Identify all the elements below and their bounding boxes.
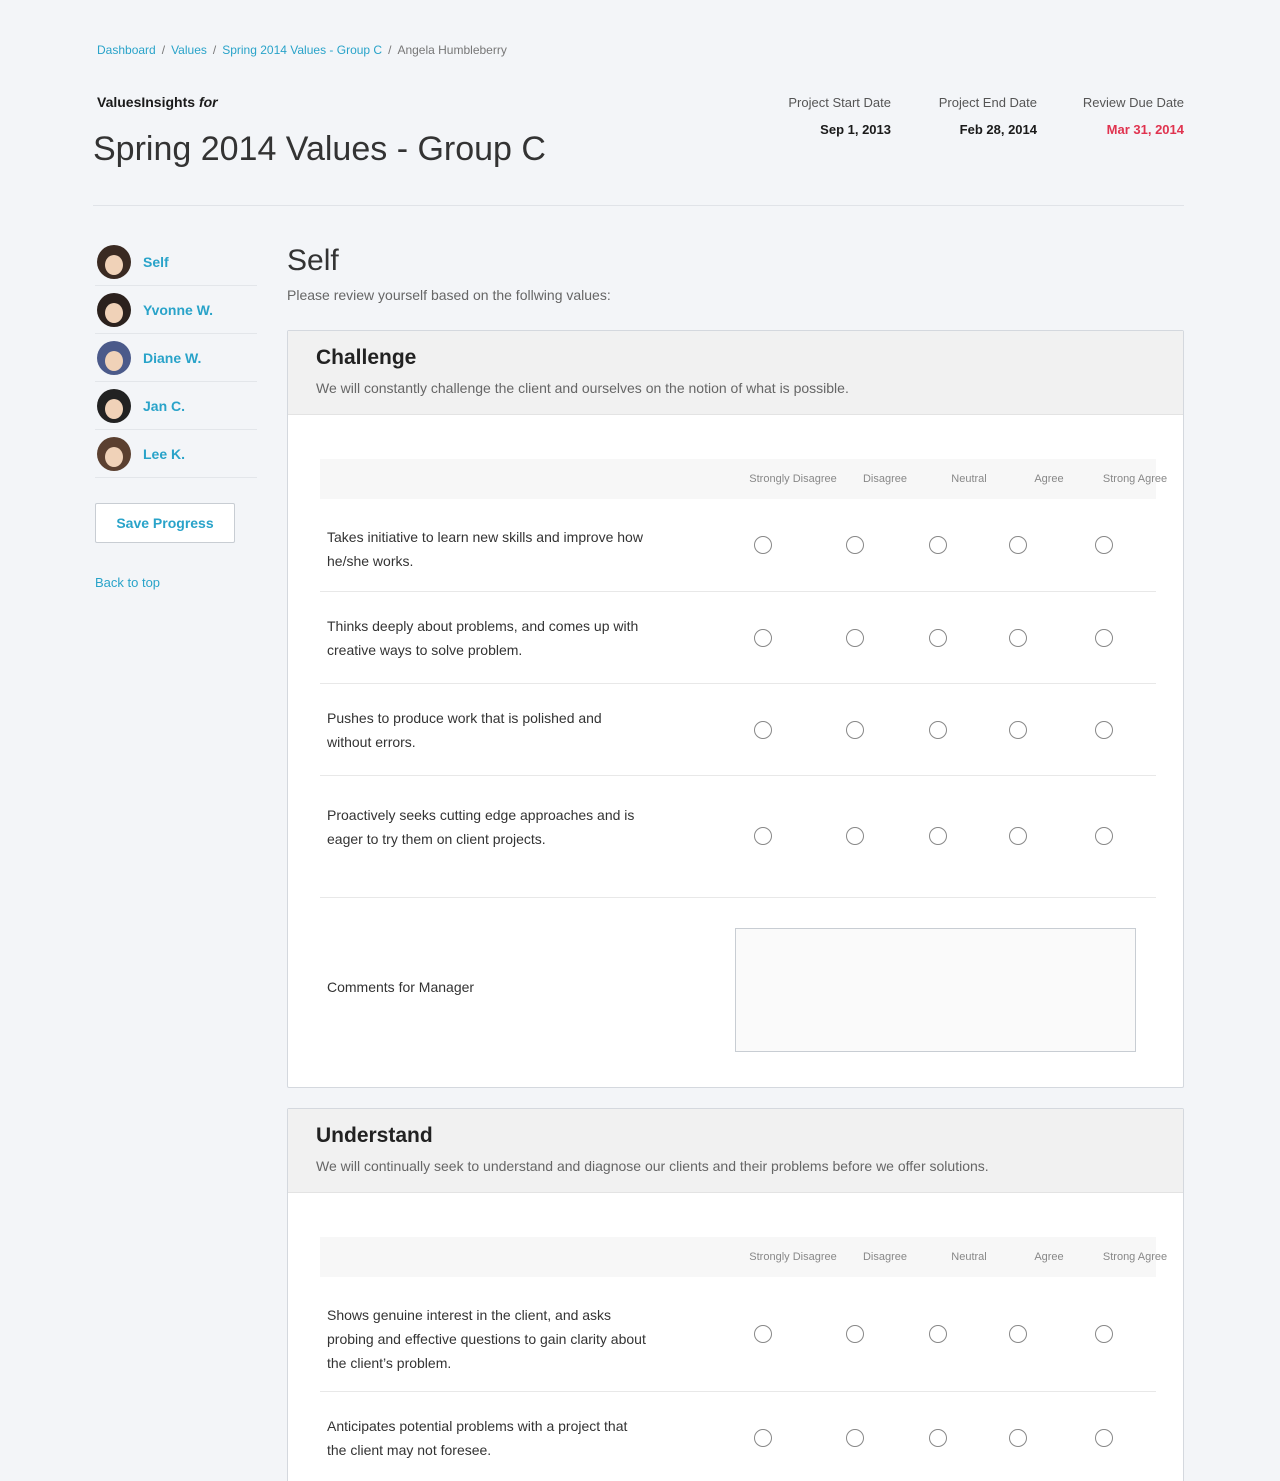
radio-agree[interactable]: [1009, 536, 1027, 554]
breadcrumb-dashboard[interactable]: Dashboard: [97, 43, 156, 57]
value-description: We will constantly challenge the client and ourselves on the notion of what is possible.: [316, 380, 849, 396]
radio-neutral[interactable]: [929, 721, 947, 739]
scale-label: Neutral: [951, 473, 987, 485]
sidebar-item-self[interactable]: [95, 238, 257, 286]
scale-label: Neutral: [951, 1251, 987, 1263]
question-text: Pushes to produce work that is polished and without errors.: [327, 710, 602, 750]
question-row: [320, 1392, 1156, 1481]
person-name: Jan C.: [143, 397, 186, 414]
question-text: Proactively seeks cutting edge approaches and is eager to try them on client projects.: [327, 807, 635, 847]
due-date-label: Review Due Date: [1082, 95, 1184, 110]
scale-label: Agree: [1034, 1251, 1064, 1263]
breadcrumb-separator: /: [161, 43, 166, 57]
end-date-label: Project End Date: [938, 95, 1037, 110]
radio-disagree[interactable]: [846, 1429, 864, 1447]
value-title: Challenge: [316, 346, 417, 369]
radio-strongly-disagree[interactable]: [754, 629, 772, 647]
breadcrumb-separator: /: [212, 43, 217, 57]
person-name: Lee K.: [143, 445, 186, 462]
breadcrumb-separator: /: [388, 43, 392, 57]
radio-disagree[interactable]: [846, 1325, 864, 1343]
scale-label: Strongly Disagree: [749, 1251, 837, 1263]
avatar: [97, 293, 131, 327]
scale-label: Strongly Disagree: [749, 473, 837, 485]
question-row: [320, 1277, 1156, 1392]
radio-strong-agree[interactable]: [1095, 1325, 1113, 1343]
question-row: [320, 776, 1156, 898]
radio-strong-agree[interactable]: [1095, 536, 1113, 554]
scale-label: Agree: [1034, 473, 1064, 485]
radio-disagree[interactable]: [846, 629, 864, 647]
brand-name: ValuesInsights: [97, 94, 196, 110]
comments-for-manager-input[interactable]: [735, 928, 1136, 1052]
project-end-date: [939, 95, 1037, 137]
scale-label: Disagree: [862, 1251, 908, 1263]
breadcrumb-group[interactable]: Spring 2014 Values - Group C: [222, 43, 383, 57]
avatar: [97, 245, 131, 279]
radio-strong-agree[interactable]: [1095, 629, 1113, 647]
person-name: Self: [143, 253, 169, 270]
question-text: Shows genuine interest in the client, and asks probing and effective questions to gain clarity about the client’s problem.: [327, 1307, 646, 1371]
review-due-date: [1083, 95, 1184, 137]
value-card-understand: [287, 1108, 1184, 1481]
start-date-value: Sep 1, 2013: [820, 122, 891, 137]
comments-label: Comments for Manager: [327, 979, 475, 995]
radio-strongly-disagree[interactable]: [754, 827, 772, 845]
question-text: Anticipates potential problems with a project that the client may not foresee.: [327, 1418, 628, 1458]
person-name: Diane W.: [143, 349, 202, 366]
end-date-value: Feb 28, 2014: [959, 122, 1037, 137]
section-subtitle: Please review yourself based on the follwing values:: [287, 287, 611, 303]
question-row: [320, 684, 1156, 776]
radio-strong-agree[interactable]: [1095, 1429, 1113, 1447]
save-progress-button[interactable]: Save Progress: [95, 503, 235, 543]
question-row: [320, 499, 1156, 592]
radio-neutral[interactable]: [929, 629, 947, 647]
breadcrumb: [97, 43, 507, 57]
scale-header: [320, 459, 1168, 499]
header-divider: [93, 205, 1184, 206]
radio-strong-agree[interactable]: [1095, 721, 1113, 739]
radio-neutral[interactable]: [929, 536, 947, 554]
avatar: [97, 437, 131, 471]
sidebar-item-diane[interactable]: [95, 334, 257, 382]
avatar: [97, 389, 131, 423]
scale-label: Disagree: [862, 473, 908, 485]
breadcrumb-current: Angela Humbleberry: [397, 43, 507, 57]
due-date-value: Mar 31, 2014: [1106, 122, 1184, 137]
person-name: Yvonne W.: [143, 301, 214, 318]
radio-strongly-disagree[interactable]: [754, 536, 772, 554]
section-title: Self: [287, 244, 339, 277]
start-date-label: Project Start Date: [788, 95, 891, 110]
radio-agree[interactable]: [1009, 629, 1027, 647]
scale-header: [320, 1237, 1168, 1277]
sidebar: [95, 238, 257, 590]
value-card-challenge: [287, 330, 1184, 1088]
question-row: [320, 592, 1156, 684]
scale-label: Strong Agree: [1102, 1251, 1168, 1263]
value-title: Understand: [316, 1124, 433, 1147]
brand-label: [97, 94, 218, 110]
sidebar-item-lee[interactable]: [95, 430, 257, 478]
radio-disagree[interactable]: [846, 721, 864, 739]
avatar: [97, 341, 131, 375]
radio-agree[interactable]: [1009, 827, 1027, 845]
scale-label: Strong Agree: [1102, 473, 1168, 485]
radio-agree[interactable]: [1009, 1325, 1027, 1343]
radio-agree[interactable]: [1009, 1429, 1027, 1447]
breadcrumb-values[interactable]: Values: [171, 43, 207, 57]
radio-strongly-disagree[interactable]: [754, 1325, 772, 1343]
question-text: Takes initiative to learn new skills and improve how he/she works.: [327, 529, 643, 569]
radio-neutral[interactable]: [929, 1325, 947, 1343]
page-title: Spring 2014 Values - Group C: [93, 130, 546, 168]
back-to-top-link[interactable]: Back to top: [95, 575, 161, 590]
radio-neutral[interactable]: [929, 827, 947, 845]
radio-strongly-disagree[interactable]: [754, 721, 772, 739]
value-description: We will continually seek to understand and diagnose our clients and their problems before we offer solutions.: [316, 1158, 989, 1174]
radio-neutral[interactable]: [929, 1429, 947, 1447]
radio-agree[interactable]: [1009, 721, 1027, 739]
sidebar-item-jan[interactable]: [95, 382, 257, 430]
radio-strongly-disagree[interactable]: [754, 1429, 772, 1447]
radio-disagree[interactable]: [846, 536, 864, 554]
sidebar-item-yvonne[interactable]: [95, 286, 257, 334]
question-text: Thinks deeply about problems, and comes up with creative ways to solve problem.: [327, 618, 639, 658]
radio-disagree[interactable]: [846, 827, 864, 845]
project-start-date: [788, 95, 891, 137]
card-header: [288, 1109, 1183, 1193]
radio-strong-agree[interactable]: [1095, 827, 1113, 845]
card-header: [288, 331, 1183, 415]
brand-suffix: for: [198, 94, 218, 110]
